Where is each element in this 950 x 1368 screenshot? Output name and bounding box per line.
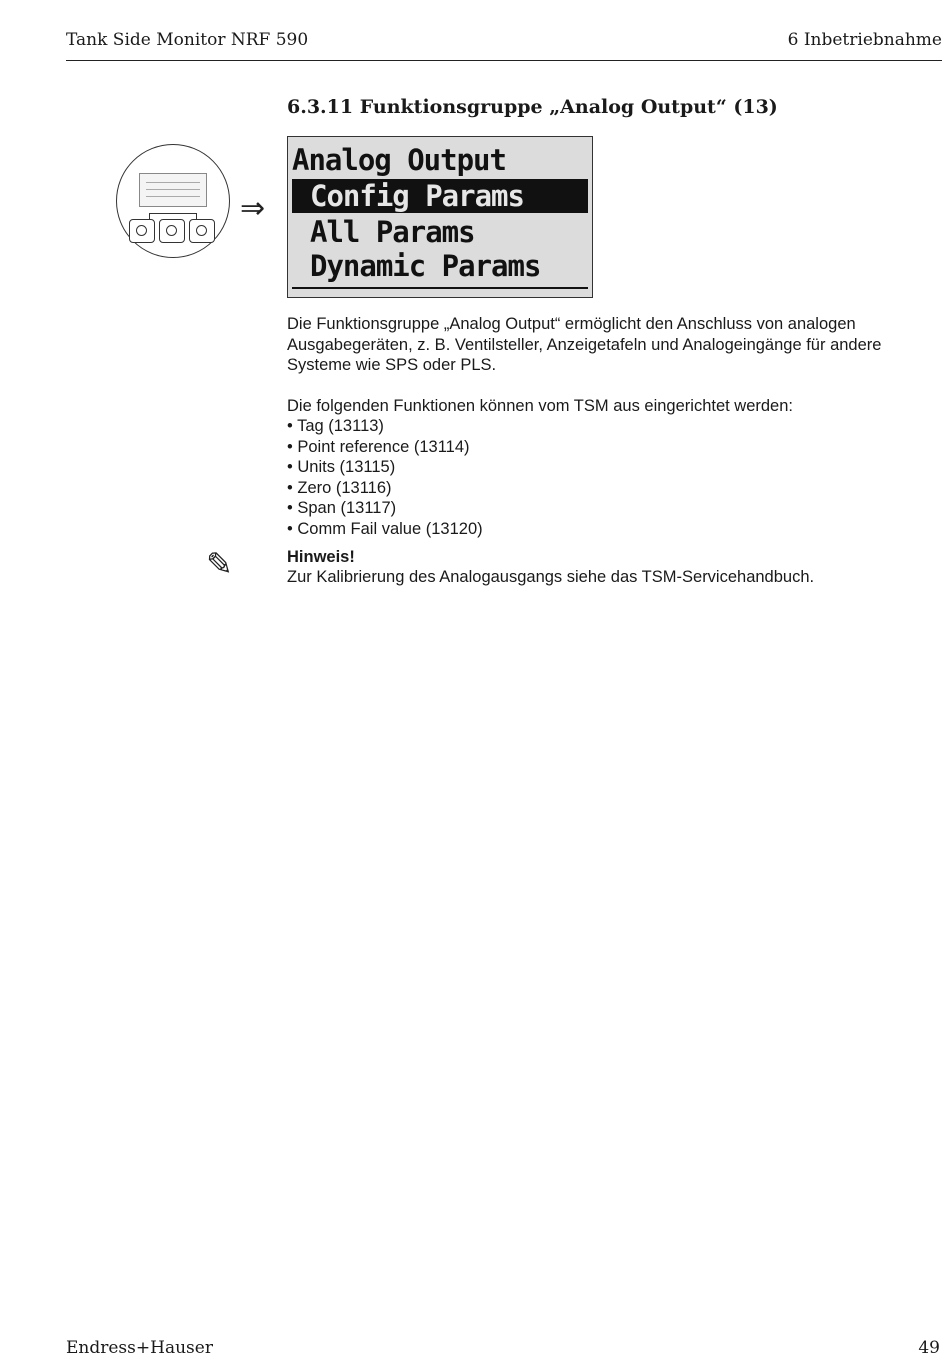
lcd-line: Dynamic Params [310, 249, 541, 283]
device-display-icon [116, 144, 230, 258]
page-number: 49 [918, 1338, 940, 1358]
list-item: • Tag (13113) [287, 416, 483, 437]
list-item: • Point reference (13114) [287, 437, 483, 458]
note-text: Zur Kalibrierung des Analogausgangs siehe das TSM-Servicehandbuch. [287, 568, 815, 586]
header-chapter: 6 Inbetriebnahme [787, 30, 942, 50]
function-list [287, 416, 483, 539]
note-title: Hinweis! [287, 548, 355, 566]
header-title: Tank Side Monitor NRF 590 [66, 30, 309, 50]
lcd-line-title: Analog Output [292, 143, 506, 177]
section-title: 6.3.11 Funktionsgruppe „Analog Output“ (13) [287, 96, 778, 118]
footer-brand: Endress+Hauser [66, 1338, 213, 1358]
implies-arrow-icon: ⇒ [240, 192, 266, 225]
list-item: • Units (13115) [287, 457, 483, 478]
device-key-right-icon [189, 219, 215, 243]
list-item: • Comm Fail value (13120) [287, 519, 483, 540]
device-lcd [139, 173, 207, 207]
lcd-line: All Params [310, 215, 475, 249]
functions-intro: Die folgenden Funktionen können vom TSM aus eingerichtet werden: [287, 397, 793, 415]
lcd-screenshot [287, 136, 593, 298]
lcd-line-selected: Config Params [292, 179, 588, 213]
pencil-icon: ✎ [206, 546, 233, 582]
device-keys [127, 219, 219, 243]
list-item: • Zero (13116) [287, 478, 483, 499]
lcd-underline [292, 287, 588, 289]
list-item: • Span (13117) [287, 498, 483, 519]
intro-paragraph: Die Funktionsgruppe „Analog Output“ ermöglicht den Anschluss von analogen Ausgabegeräten, z. B. Ventilsteller, Anzeigetafeln und Analogeingänge für andere Systeme wie SPS oder PLS. [287, 315, 882, 374]
header-bar [66, 30, 942, 61]
device-key-middle-icon [159, 219, 185, 243]
device-key-left-icon [129, 219, 155, 243]
